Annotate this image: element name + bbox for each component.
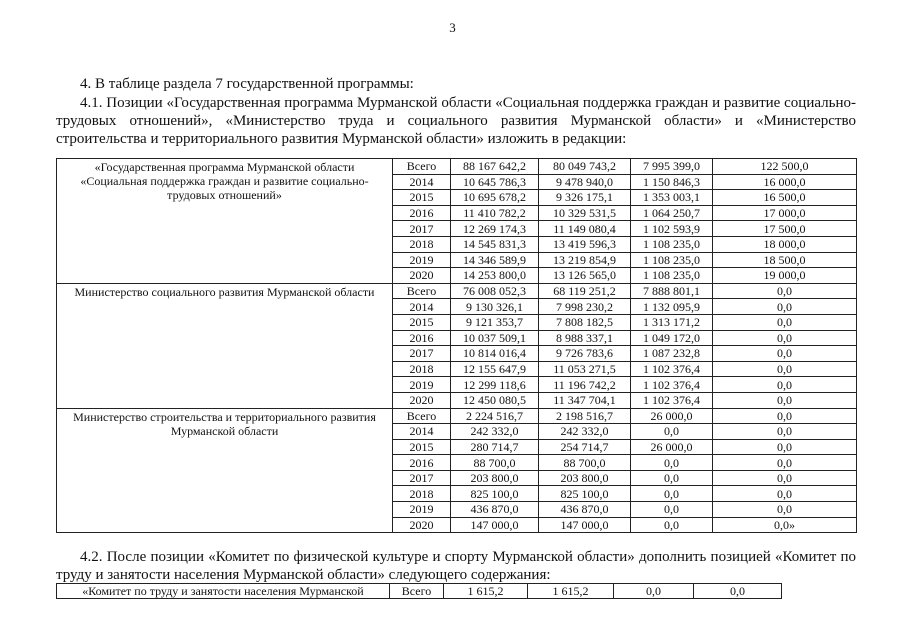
value-cell-c3: 1 049 172,0 (631, 330, 713, 346)
value-cell-c1: 825 100,0 (451, 486, 539, 502)
value-cell-c4: 0,0 (713, 377, 857, 393)
value-cell-c4: 18 000,0 (713, 236, 857, 252)
value-cell-c3: 26 000,0 (631, 439, 713, 455)
value-cell-c3: 1 313 171,2 (631, 314, 713, 330)
paragraph-4-2-text: 4.2. После позиции «Комитет по физической культуре и спорту Мурманской области» дополнить позицией «Комитет по труду и занятости населения Мурманской области» следующего содержания: (56, 549, 856, 583)
year-cell: 2014 (393, 174, 451, 190)
value-cell-c1: 88 700,0 (451, 455, 539, 471)
value-cell-c2: 8 988 337,1 (539, 330, 631, 346)
value-cell-c2: 9 326 175,1 (539, 190, 631, 206)
value-cell-c1: 12 269 174,3 (451, 221, 539, 237)
value-cell-c2: 11 196 742,2 (539, 377, 631, 393)
year-cell: 2016 (393, 330, 451, 346)
extra-table-row (57, 584, 782, 599)
value-cell-c4: 0,0 (713, 346, 857, 362)
extra-table (56, 583, 782, 599)
value-cell-c1: 12 299 118,6 (451, 377, 539, 393)
extra-row-year: Всего (390, 584, 444, 599)
value-cell-c4: 19 000,0 (713, 268, 857, 284)
value-cell-c3: 1 064 250,7 (631, 205, 713, 221)
value-cell-c4: 0,0 (713, 330, 857, 346)
value-cell-c4: 122 500,0 (713, 159, 857, 175)
year-cell: 2020 (393, 268, 451, 284)
value-cell-c4: 0,0 (713, 486, 857, 502)
extra-row-c4: 0,0 (694, 584, 782, 599)
value-cell-c2: 11 347 704,1 (539, 392, 631, 408)
value-cell-c3: 1 150 846,3 (631, 174, 713, 190)
value-cell-c2: 88 700,0 (539, 455, 631, 471)
value-cell-c4: 0,0 (713, 439, 857, 455)
value-cell-c1: 9 130 326,1 (451, 299, 539, 315)
value-cell-c4: 0,0 (713, 299, 857, 315)
value-cell-c1: 436 870,0 (451, 502, 539, 518)
value-cell-c1: 10 645 786,3 (451, 174, 539, 190)
year-cell: 2020 (393, 517, 451, 533)
value-cell-c1: 242 332,0 (451, 424, 539, 440)
year-cell: 2018 (393, 361, 451, 377)
value-cell-c1: 12 450 080,5 (451, 392, 539, 408)
value-cell-c2: 68 119 251,2 (539, 283, 631, 299)
value-cell-c1: 14 253 800,0 (451, 268, 539, 284)
year-cell: 2014 (393, 299, 451, 315)
value-cell-c2: 9 478 940,0 (539, 174, 631, 190)
value-cell-c4: 17 000,0 (713, 205, 857, 221)
value-cell-c2: 254 714,7 (539, 439, 631, 455)
year-cell: 2020 (393, 392, 451, 408)
value-cell-c2: 436 870,0 (539, 502, 631, 518)
value-cell-c4: 18 500,0 (713, 252, 857, 268)
year-cell: 2017 (393, 470, 451, 486)
value-cell-c4: 0,0 (713, 455, 857, 471)
group-name: «Государственная программа Мурманской области «Социальная поддержка граждан и развитие социально-трудовых отношений» (57, 159, 393, 284)
value-cell-c1: 147 000,0 (451, 517, 539, 533)
value-cell-c4: 16 500,0 (713, 190, 857, 206)
value-cell-c2: 80 049 743,2 (539, 159, 631, 175)
value-cell-c3: 26 000,0 (631, 408, 713, 424)
year-cell: Всего (393, 283, 451, 299)
year-cell: Всего (393, 159, 451, 175)
value-cell-c3: 0,0 (631, 470, 713, 486)
value-cell-c3: 0,0 (631, 455, 713, 471)
year-cell: 2014 (393, 424, 451, 440)
value-cell-c1: 10 037 509,1 (451, 330, 539, 346)
value-cell-c3: 7 888 801,1 (631, 283, 713, 299)
value-cell-c3: 1 102 376,4 (631, 377, 713, 393)
value-cell-c3: 1 102 593,9 (631, 221, 713, 237)
paragraph-4 (56, 75, 856, 93)
year-cell: 2015 (393, 314, 451, 330)
paragraph-4-1 (56, 94, 856, 148)
value-cell-c2: 9 726 783,6 (539, 346, 631, 362)
value-cell-c2: 147 000,0 (539, 517, 631, 533)
year-cell: 2017 (393, 221, 451, 237)
value-cell-c2: 203 800,0 (539, 470, 631, 486)
extra-row-c2: 1 615,2 (528, 584, 614, 599)
value-cell-c1: 203 800,0 (451, 470, 539, 486)
value-cell-c2: 11 149 080,4 (539, 221, 631, 237)
paragraph-4-1-text: 4.1. Позиции «Государственная программа Мурманской области «Социальная поддержка граждан и развитие социально-трудовых отношений», «Министерство труда и социального развития Мурманской области» и «Министерство строительства и территориального развития Мурманской области» изложить в редакции: (56, 95, 856, 147)
value-cell-c4: 0,0 (713, 361, 857, 377)
value-cell-c4: 0,0» (713, 517, 857, 533)
value-cell-c1: 2 224 516,7 (451, 408, 539, 424)
table-row (57, 408, 857, 424)
year-cell: Всего (393, 408, 451, 424)
year-cell: 2019 (393, 252, 451, 268)
group-name: Министерство социального развития Мурманской области (57, 283, 393, 408)
budget-table-body (57, 159, 857, 533)
value-cell-c1: 76 008 052,3 (451, 283, 539, 299)
year-cell: 2015 (393, 439, 451, 455)
value-cell-c2: 13 419 596,3 (539, 236, 631, 252)
value-cell-c2: 825 100,0 (539, 486, 631, 502)
value-cell-c1: 280 714,7 (451, 439, 539, 455)
year-cell: 2019 (393, 502, 451, 518)
value-cell-c1: 9 121 353,7 (451, 314, 539, 330)
value-cell-c4: 0,0 (713, 408, 857, 424)
value-cell-c1: 14 346 589,9 (451, 252, 539, 268)
value-cell-c2: 10 329 531,5 (539, 205, 631, 221)
table-row (57, 159, 857, 175)
value-cell-c3: 1 087 232,8 (631, 346, 713, 362)
value-cell-c4: 0,0 (713, 502, 857, 518)
value-cell-c3: 1 102 376,4 (631, 361, 713, 377)
value-cell-c1: 10 695 678,2 (451, 190, 539, 206)
value-cell-c3: 0,0 (631, 502, 713, 518)
year-cell: 2019 (393, 377, 451, 393)
value-cell-c2: 13 219 854,9 (539, 252, 631, 268)
year-cell: 2017 (393, 346, 451, 362)
value-cell-c2: 7 998 230,2 (539, 299, 631, 315)
value-cell-c3: 1 102 376,4 (631, 392, 713, 408)
value-cell-c3: 1 353 003,1 (631, 190, 713, 206)
extra-row-name: «Комитет по труду и занятости населения Мурманской (57, 584, 390, 599)
value-cell-c2: 242 332,0 (539, 424, 631, 440)
value-cell-c1: 12 155 647,9 (451, 361, 539, 377)
year-cell: 2016 (393, 455, 451, 471)
table-row (57, 283, 857, 299)
value-cell-c3: 1 108 235,0 (631, 252, 713, 268)
value-cell-c4: 17 500,0 (713, 221, 857, 237)
year-cell: 2018 (393, 236, 451, 252)
paragraph-4-2 (56, 548, 856, 584)
budget-table (56, 158, 857, 533)
value-cell-c1: 14 545 831,3 (451, 236, 539, 252)
value-cell-c1: 11 410 782,2 (451, 205, 539, 221)
group-name: Министерство строительства и территориального развития Мурманской области (57, 408, 393, 533)
value-cell-c4: 0,0 (713, 314, 857, 330)
value-cell-c2: 7 808 182,5 (539, 314, 631, 330)
value-cell-c1: 10 814 016,4 (451, 346, 539, 362)
value-cell-c1: 88 167 642,2 (451, 159, 539, 175)
value-cell-c4: 0,0 (713, 470, 857, 486)
value-cell-c4: 0,0 (713, 283, 857, 299)
value-cell-c3: 1 108 235,0 (631, 268, 713, 284)
extra-row-c1: 1 615,2 (444, 584, 528, 599)
value-cell-c2: 2 198 516,7 (539, 408, 631, 424)
year-cell: 2015 (393, 190, 451, 206)
year-cell: 2016 (393, 205, 451, 221)
value-cell-c3: 1 132 095,9 (631, 299, 713, 315)
value-cell-c3: 0,0 (631, 517, 713, 533)
page-number: 3 (449, 20, 456, 35)
value-cell-c4: 16 000,0 (713, 174, 857, 190)
value-cell-c3: 0,0 (631, 424, 713, 440)
value-cell-c2: 11 053 271,5 (539, 361, 631, 377)
value-cell-c4: 0,0 (713, 424, 857, 440)
extra-row-c3: 0,0 (614, 584, 694, 599)
value-cell-c3: 7 995 399,0 (631, 159, 713, 175)
value-cell-c3: 0,0 (631, 486, 713, 502)
value-cell-c2: 13 126 565,0 (539, 268, 631, 284)
year-cell: 2018 (393, 486, 451, 502)
value-cell-c4: 0,0 (713, 392, 857, 408)
paragraph-4-text: 4. В таблице раздела 7 государственной программы: (80, 76, 414, 92)
value-cell-c3: 1 108 235,0 (631, 236, 713, 252)
